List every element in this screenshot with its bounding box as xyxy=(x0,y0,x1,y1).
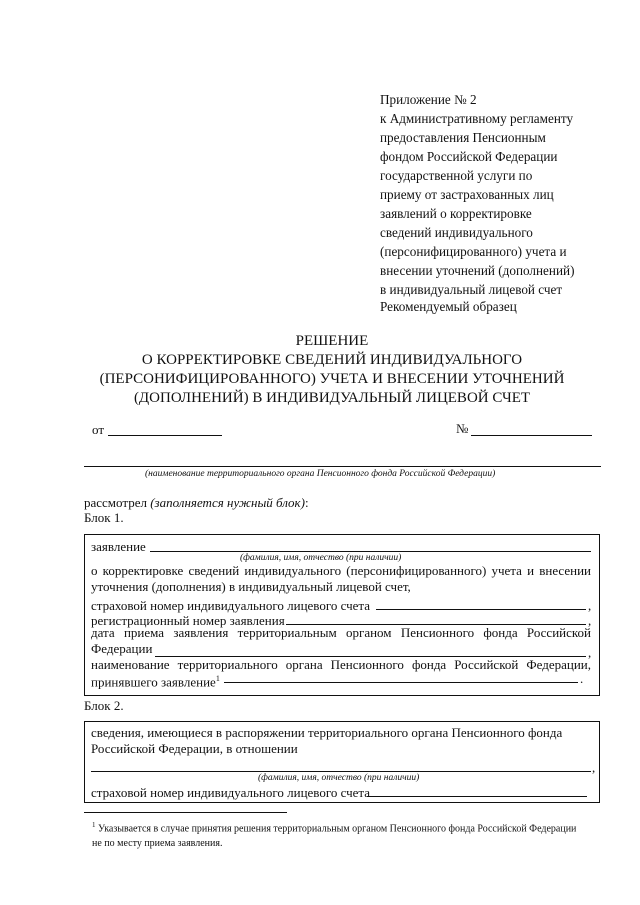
accepting-org-field[interactable] xyxy=(224,682,578,683)
reviewed-colon: : xyxy=(304,495,309,510)
decision-number-field[interactable] xyxy=(471,435,592,436)
appendix-line: к Административному регламенту xyxy=(380,111,574,126)
appendix-header xyxy=(380,90,630,299)
footnote xyxy=(92,818,584,851)
footnote-text: Указывается в случае принятия решения территориальным органом Пенсионного фонда Российской Федерации не по месту приема заявления. xyxy=(92,823,577,850)
title-line: (ПЕРСОНИФИЦИРОВАННОГО) УЧЕТА И ВНЕСЕНИИ УТОЧНЕНИЙ xyxy=(99,371,565,387)
date-label-text: дата приема заявления территориальным органом Пенсионного фонда Российской Федерации xyxy=(91,625,591,656)
snils-field[interactable] xyxy=(376,609,586,610)
appendix-line: Приложение № 2 xyxy=(380,92,477,107)
reg-comma: , xyxy=(588,613,592,628)
title-line: (ДОПОЛНЕНИЙ) В ИНДИВИДУАЛЬНЫЙ ЛИЦЕВОЙ СЧЕТ xyxy=(133,390,531,406)
from-date-field[interactable] xyxy=(108,435,222,436)
org-period: . xyxy=(580,671,584,686)
appendix-line: фондом Российской Федерации xyxy=(380,149,558,164)
org-name-field[interactable] xyxy=(84,466,601,467)
applicant-fio-field[interactable] xyxy=(150,551,591,552)
footnote-separator xyxy=(84,812,287,813)
recommended-sample-label: Рекомендуемый образец xyxy=(380,299,517,314)
appendix-line: заявлений о корректировке xyxy=(380,206,532,221)
footnote-number: 1 xyxy=(92,821,96,829)
statement-label: заявление xyxy=(91,539,146,554)
appendix-line: предоставления Пенсионным xyxy=(380,130,546,145)
reg-number-label: регистрационный номер заявления xyxy=(91,613,285,628)
appendix-line: (персонифицированного) учета и xyxy=(380,244,567,259)
org-label-2 xyxy=(91,671,220,689)
number-label: № xyxy=(456,421,469,436)
block2-fio-comma: , xyxy=(592,760,596,775)
appendix-line: сведений индивидуального xyxy=(380,225,533,240)
org-label-2-text: принявшего заявление xyxy=(91,674,216,690)
appendix-line: в индивидуальный лицевой счет xyxy=(380,282,563,297)
title-line: РЕШЕНИЕ xyxy=(295,333,369,349)
org-label-1: наименование территориального органа Пенсионного фонда Российской Федерации, xyxy=(91,657,591,672)
block2-info-text: сведения, имеющиеся в распоряжении территориального органа Пенсионного фонда Российской Федерации, в отношении xyxy=(91,725,563,756)
date-label xyxy=(91,625,591,657)
appendix-line: внесении уточнений (дополнений) xyxy=(380,263,575,278)
appendix-line: приему от застрахованных лиц xyxy=(380,187,554,202)
block1-label: Блок 1. xyxy=(84,510,124,525)
block2-fio-field[interactable] xyxy=(91,771,591,772)
from-label: от xyxy=(92,422,105,437)
block2-snils-field[interactable] xyxy=(367,796,587,797)
snils-comma: , xyxy=(588,598,592,613)
reviewed-line xyxy=(84,495,309,510)
block2-label: Блок 2. xyxy=(84,698,124,713)
appendix-line: государственной услуги по xyxy=(380,168,533,183)
reviewed-label: рассмотрел xyxy=(84,495,147,510)
date-comma: , xyxy=(588,645,592,660)
snils-label: страховой номер индивидуального лицевого счета xyxy=(91,598,371,613)
block2-snils-label: страховой номер индивидуального лицевого счета xyxy=(91,785,371,800)
reviewed-note: (заполняется нужный блок) xyxy=(150,495,305,510)
title-line: О КОРРЕКТИРОВКЕ СВЕДЕНИЙ ИНДИВИДУАЛЬНОГО xyxy=(141,352,523,368)
correction-text: о корректировке сведений индивидуального (персонифицированного) учета и внесении уточнения (дополнения) в индивидуальный лицевой счет, xyxy=(91,563,591,594)
block2-fio-caption: (фамилия, имя, отчество (при наличии) xyxy=(258,773,420,783)
document-title xyxy=(60,332,604,408)
footnote-mark: 1 xyxy=(215,674,220,683)
org-caption: (наименование территориального органа Пенсионного фонда Российской Федерации) xyxy=(145,469,496,479)
fio-caption: (фамилия, имя, отчество (при наличии) xyxy=(240,553,402,563)
